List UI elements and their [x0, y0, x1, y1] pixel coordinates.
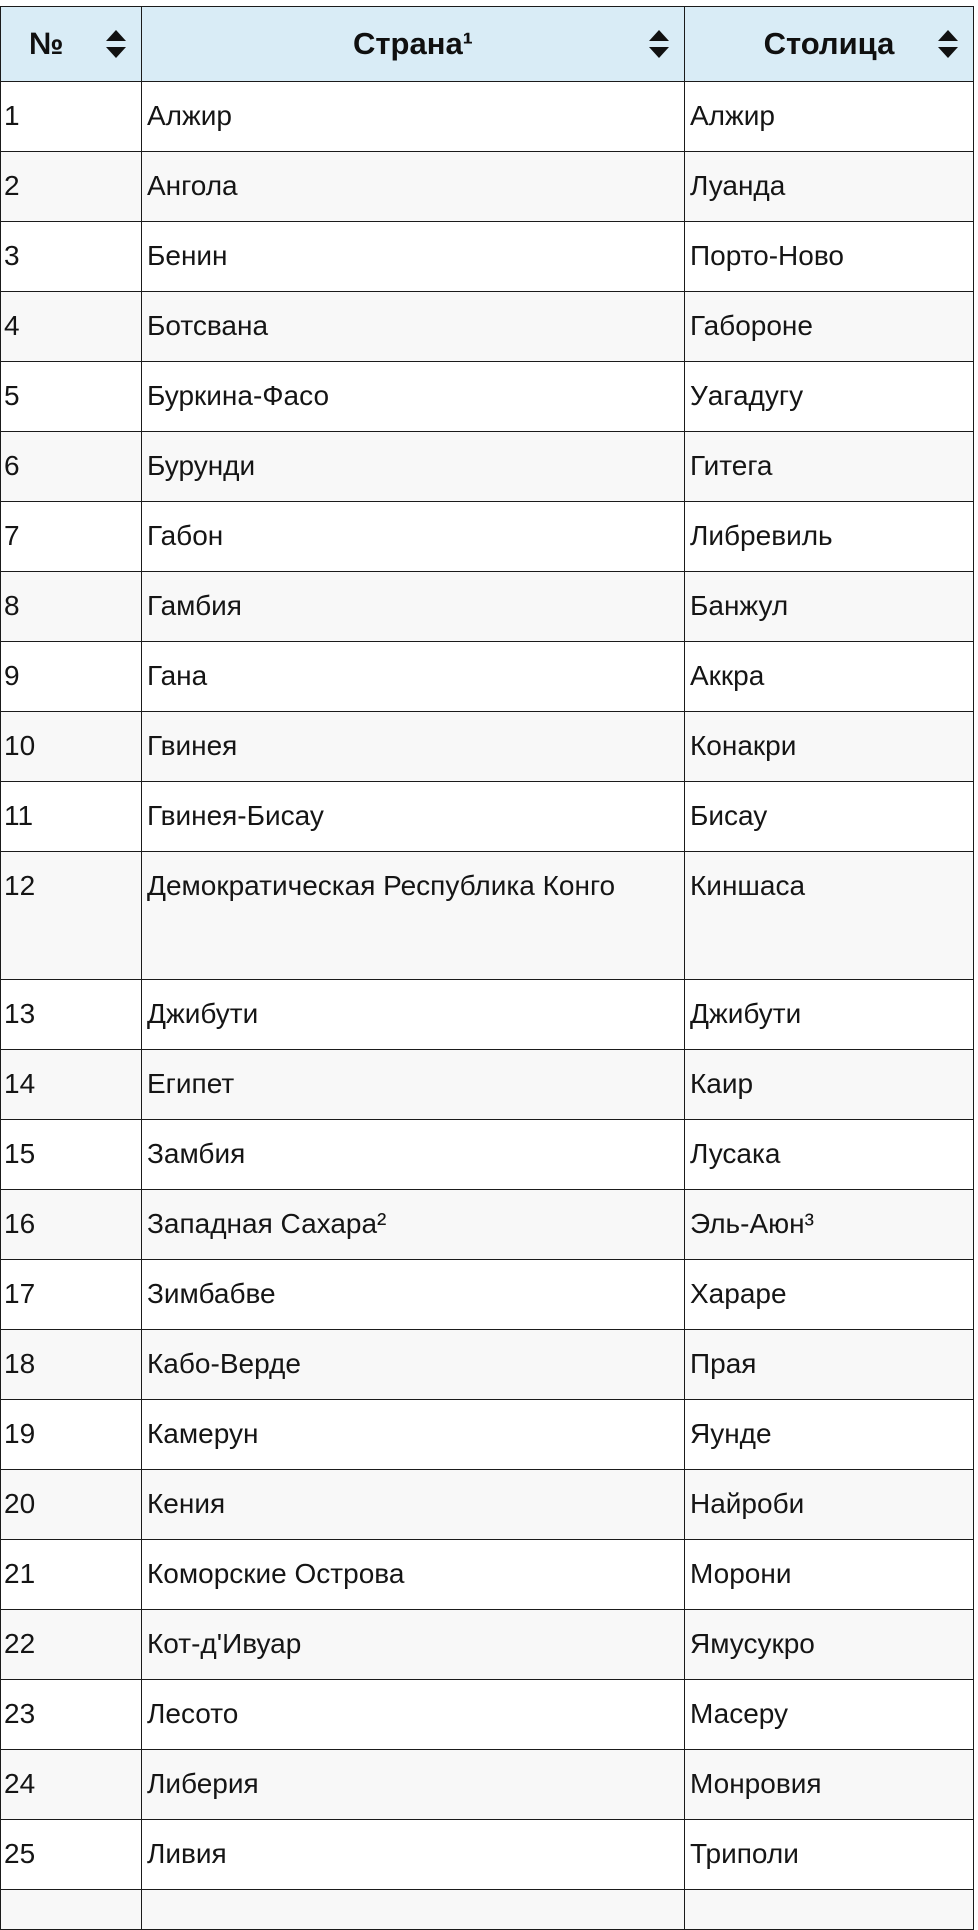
cell-number: 11: [1, 782, 142, 852]
table-row: [1, 1540, 974, 1610]
column-header-country[interactable]: [142, 7, 685, 82]
cell-country: Джибути: [142, 980, 685, 1050]
table-row: [1, 1890, 974, 1930]
column-header-capital[interactable]: [685, 7, 974, 82]
cell-country: Буркина-Фасо: [142, 362, 685, 432]
cell-capital: Эль-Аюн³: [685, 1190, 974, 1260]
cell-country: Либерия: [142, 1750, 685, 1820]
table-row: [1, 1820, 974, 1890]
cell-number: 23: [1, 1680, 142, 1750]
table-row: [1, 1260, 974, 1330]
cell-number: 24: [1, 1750, 142, 1820]
cell-number: 10: [1, 712, 142, 782]
cell-capital: Банжул: [685, 572, 974, 642]
table-row: [1, 712, 974, 782]
cell-number: 12: [1, 852, 142, 980]
cell-number: 16: [1, 1190, 142, 1260]
cell-number: 5: [1, 362, 142, 432]
cell-country: Гана: [142, 642, 685, 712]
column-header-label: Столица: [763, 26, 895, 61]
table-row: [1, 1680, 974, 1750]
cell-capital: Конакри: [685, 712, 974, 782]
cell-number: 21: [1, 1540, 142, 1610]
table-row: [1, 852, 974, 980]
cell-number: 8: [1, 572, 142, 642]
cell-number: 4: [1, 292, 142, 362]
cell-number: [1, 1890, 142, 1930]
cell-country: Ботсвана: [142, 292, 685, 362]
cell-country: Коморские Острова: [142, 1540, 685, 1610]
cell-capital: Киншаса: [685, 852, 974, 980]
cell-number: 25: [1, 1820, 142, 1890]
cell-capital: Морони: [685, 1540, 974, 1610]
column-header-label: Страна¹: [352, 26, 474, 61]
sort-icon[interactable]: [105, 29, 127, 59]
cell-number: 3: [1, 222, 142, 292]
table-row: [1, 1470, 974, 1540]
cell-country: Гвинея-Бисау: [142, 782, 685, 852]
table-row: [1, 1050, 974, 1120]
cell-number: 7: [1, 502, 142, 572]
cell-country: Алжир: [142, 82, 685, 152]
cell-capital: Хараре: [685, 1260, 974, 1330]
sort-icon[interactable]: [648, 29, 670, 59]
cell-number: 18: [1, 1330, 142, 1400]
cell-capital: Гитега: [685, 432, 974, 502]
cell-capital: Аккра: [685, 642, 974, 712]
cell-capital: Луанда: [685, 152, 974, 222]
table-header-row: [1, 7, 974, 82]
table-row: [1, 572, 974, 642]
table-row: [1, 1610, 974, 1680]
cell-country: Демократическая Республика Конго: [142, 852, 685, 980]
table-row: [1, 502, 974, 572]
cell-country: Египет: [142, 1050, 685, 1120]
cell-country: Лесото: [142, 1680, 685, 1750]
cell-capital: Алжир: [685, 82, 974, 152]
cell-capital: Бисау: [685, 782, 974, 852]
cell-capital: Каир: [685, 1050, 974, 1120]
cell-capital: Монровия: [685, 1750, 974, 1820]
column-header-label: №: [29, 26, 64, 61]
cell-country: Ангола: [142, 152, 685, 222]
cell-country: Бурунди: [142, 432, 685, 502]
table-row: [1, 1750, 974, 1820]
cell-country: Бенин: [142, 222, 685, 292]
cell-number: 1: [1, 82, 142, 152]
table-row: [1, 152, 974, 222]
cell-capital: Триполи: [685, 1820, 974, 1890]
cell-country: Кот-д'Ивуар: [142, 1610, 685, 1680]
cell-capital: Порто-Ново: [685, 222, 974, 292]
table-row: [1, 362, 974, 432]
cell-capital: Лусака: [685, 1120, 974, 1190]
table-row: [1, 432, 974, 502]
table-row: [1, 222, 974, 292]
cell-capital: [685, 1890, 974, 1930]
cell-capital: Ямусукро: [685, 1610, 974, 1680]
column-header-number[interactable]: [1, 7, 142, 82]
cell-number: 2: [1, 152, 142, 222]
cell-number: 15: [1, 1120, 142, 1190]
table-row: [1, 1190, 974, 1260]
table-row: [1, 292, 974, 362]
cell-capital: Прая: [685, 1330, 974, 1400]
cell-number: 9: [1, 642, 142, 712]
cell-capital: Масеру: [685, 1680, 974, 1750]
cell-number: 22: [1, 1610, 142, 1680]
cell-country: Гвинея: [142, 712, 685, 782]
cell-number: 14: [1, 1050, 142, 1120]
cell-capital: Яунде: [685, 1400, 974, 1470]
cell-number: 20: [1, 1470, 142, 1540]
table-row: [1, 1120, 974, 1190]
table-row: [1, 1330, 974, 1400]
table-row: [1, 782, 974, 852]
cell-country: [142, 1890, 685, 1930]
cell-capital: Либревиль: [685, 502, 974, 572]
cell-country: Габон: [142, 502, 685, 572]
table-row: [1, 82, 974, 152]
cell-capital: Габороне: [685, 292, 974, 362]
cell-capital: Джибути: [685, 980, 974, 1050]
cell-country: Гамбия: [142, 572, 685, 642]
cell-capital: Уагадугу: [685, 362, 974, 432]
cell-country: Кения: [142, 1470, 685, 1540]
cell-country: Камерун: [142, 1400, 685, 1470]
cell-country: Кабо-Верде: [142, 1330, 685, 1400]
cell-country: Замбия: [142, 1120, 685, 1190]
cell-number: 13: [1, 980, 142, 1050]
sort-icon[interactable]: [937, 29, 959, 59]
cell-number: 19: [1, 1400, 142, 1470]
cell-capital: Найроби: [685, 1470, 974, 1540]
cell-country: Ливия: [142, 1820, 685, 1890]
cell-number: 17: [1, 1260, 142, 1330]
countries-table: [0, 6, 974, 1930]
table-row: [1, 980, 974, 1050]
table-row: [1, 642, 974, 712]
cell-country: Зимбабве: [142, 1260, 685, 1330]
cell-number: 6: [1, 432, 142, 502]
table-row: [1, 1400, 974, 1470]
cell-country: Западная Сахара²: [142, 1190, 685, 1260]
